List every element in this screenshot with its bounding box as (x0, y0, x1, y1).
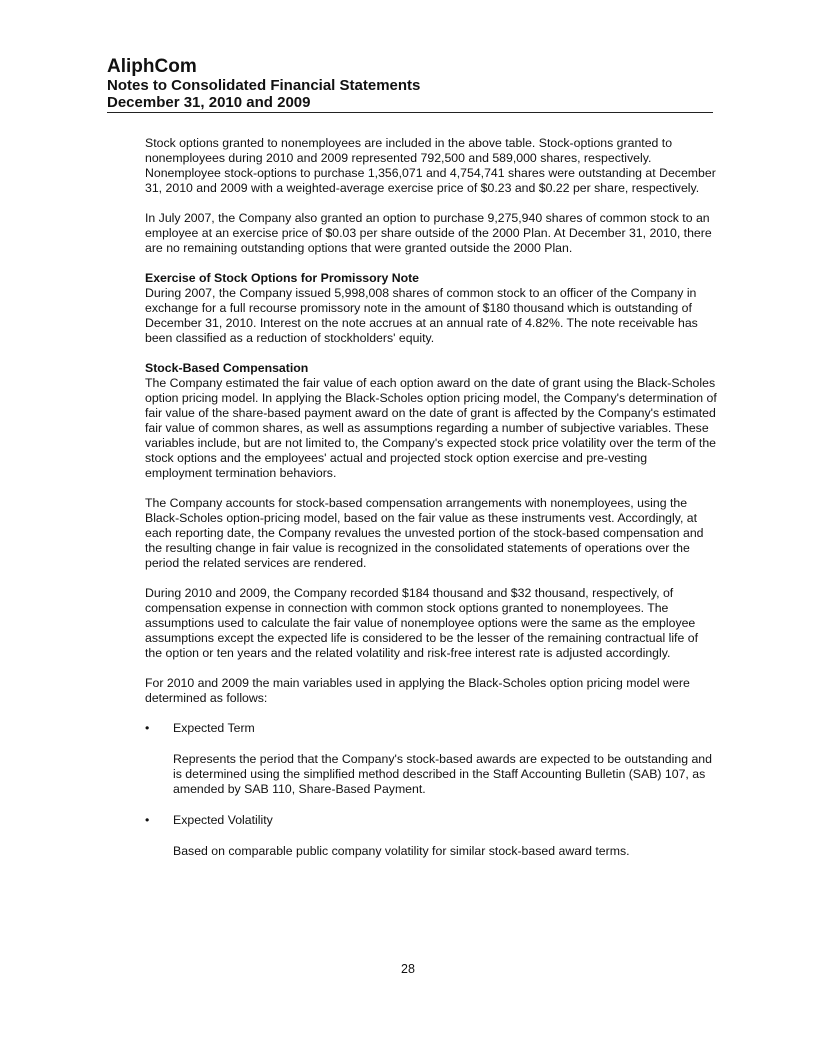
exercise-section-heading: Exercise of Stock Options for Promissory Note (145, 271, 420, 285)
bullet-marker: • (145, 813, 150, 827)
company-name: AliphCom (107, 56, 197, 77)
black-scholes-variables-intro: For 2010 and 2009 the main variables used in applying the Black-Scholes option pricing model were determined as follows: (145, 676, 690, 705)
compensation-expense-paragraph: During 2010 and 2009, the Company recorded $184 thousand and $32 thousand, respectively, of compensation expense in connection with common stock options granted to nonemployees. The assumptions used to calculate the fair value of nonemployee options were the same as the employee assumptions except the expected life is considered to be the lesser of the remaining contractual life of the option or ten years and the related volatility and risk-free interest rate is adjusted accordingly. (145, 586, 698, 660)
outside-plan-grant-paragraph: In July 2007, the Company also granted an option to purchase 9,275,940 shares of common stock to an employee at an exercise price of $0.03 per share outside of the 2000 Plan. At December 31, 2010, there are no remaining outstanding options that were granted outside the 2000 Plan. (145, 211, 712, 255)
page-number: 28 (401, 962, 415, 976)
bullet-label: Expected Volatility (173, 813, 273, 827)
bullet-expected-term (145, 721, 717, 736)
header-divider (107, 112, 713, 113)
document-title: Notes to Consolidated Financial Statements (107, 77, 421, 94)
sbc-section-heading: Stock-Based Compensation (145, 361, 309, 375)
exercise-section-body: During 2007, the Company issued 5,998,008 shares of common stock to an officer of the Company in exchange for a full recourse promissory note in the amount of $180 thousand which is outstanding of December 31, 2010. Interest on the note accrues at an annual rate of 4.82%. The note receivable has been classified as a reduction of stockholders' equity. (145, 286, 698, 345)
sbc-section-body: The Company estimated the fair value of each option award on the date of grant using the Black-Scholes option pricing model. In applying the Black-Scholes option pricing model, the Company's determination of fair value of the share-based payment award on the date of grant is affected by the Company's estimated fair value of common shares, as well as assumptions regarding a number of subjective variables. These variables include, but are not limited to, the Company's expected stock price volatility over the term of the stock options and the employees' actual and projected stock option exercise and pre-vesting employment termination behaviors. (145, 376, 717, 480)
nonemployee-options-paragraph: Stock options granted to nonemployees are included in the above table. Stock-options granted to nonemployees during 2010 and 2009 represented 792,500 and 589,000 shares, respectively. Nonemployee stock-options to purchase 1,356,071 and 4,754,741 shares were outstanding at December 31, 2010 and 2009 with a weighted-average exercise price of $0.23 and $0.22 per share, respectively. (145, 136, 716, 195)
nonemployee-accounting-paragraph: The Company accounts for stock-based compensation arrangements with nonemployees, using the Black-Scholes option-pricing model, based on the fair value as these instruments vest. Accordingly, at each reporting date, the Company revalues the unvested portion of the stock-based compensation and the resulting change in fair value is recognized in the consolidated statements of operations over the period the related services are rendered. (145, 496, 704, 570)
document-body (145, 136, 717, 875)
bullet-marker: • (145, 721, 150, 735)
bullet-label: Expected Term (173, 721, 255, 735)
expected-volatility-description: Based on comparable public company volatility for similar stock-based award terms. (173, 844, 630, 858)
expected-term-description: Represents the period that the Company's stock-based awards are expected to be outstanding and is determined using the simplified method described in the Staff Accounting Bulletin (SAB) 107, as amended by SAB 110, Share-Based Payment. (173, 752, 712, 796)
document-period: December 31, 2010 and 2009 (107, 94, 311, 111)
bullet-expected-volatility (145, 813, 717, 828)
document-header (107, 56, 713, 111)
